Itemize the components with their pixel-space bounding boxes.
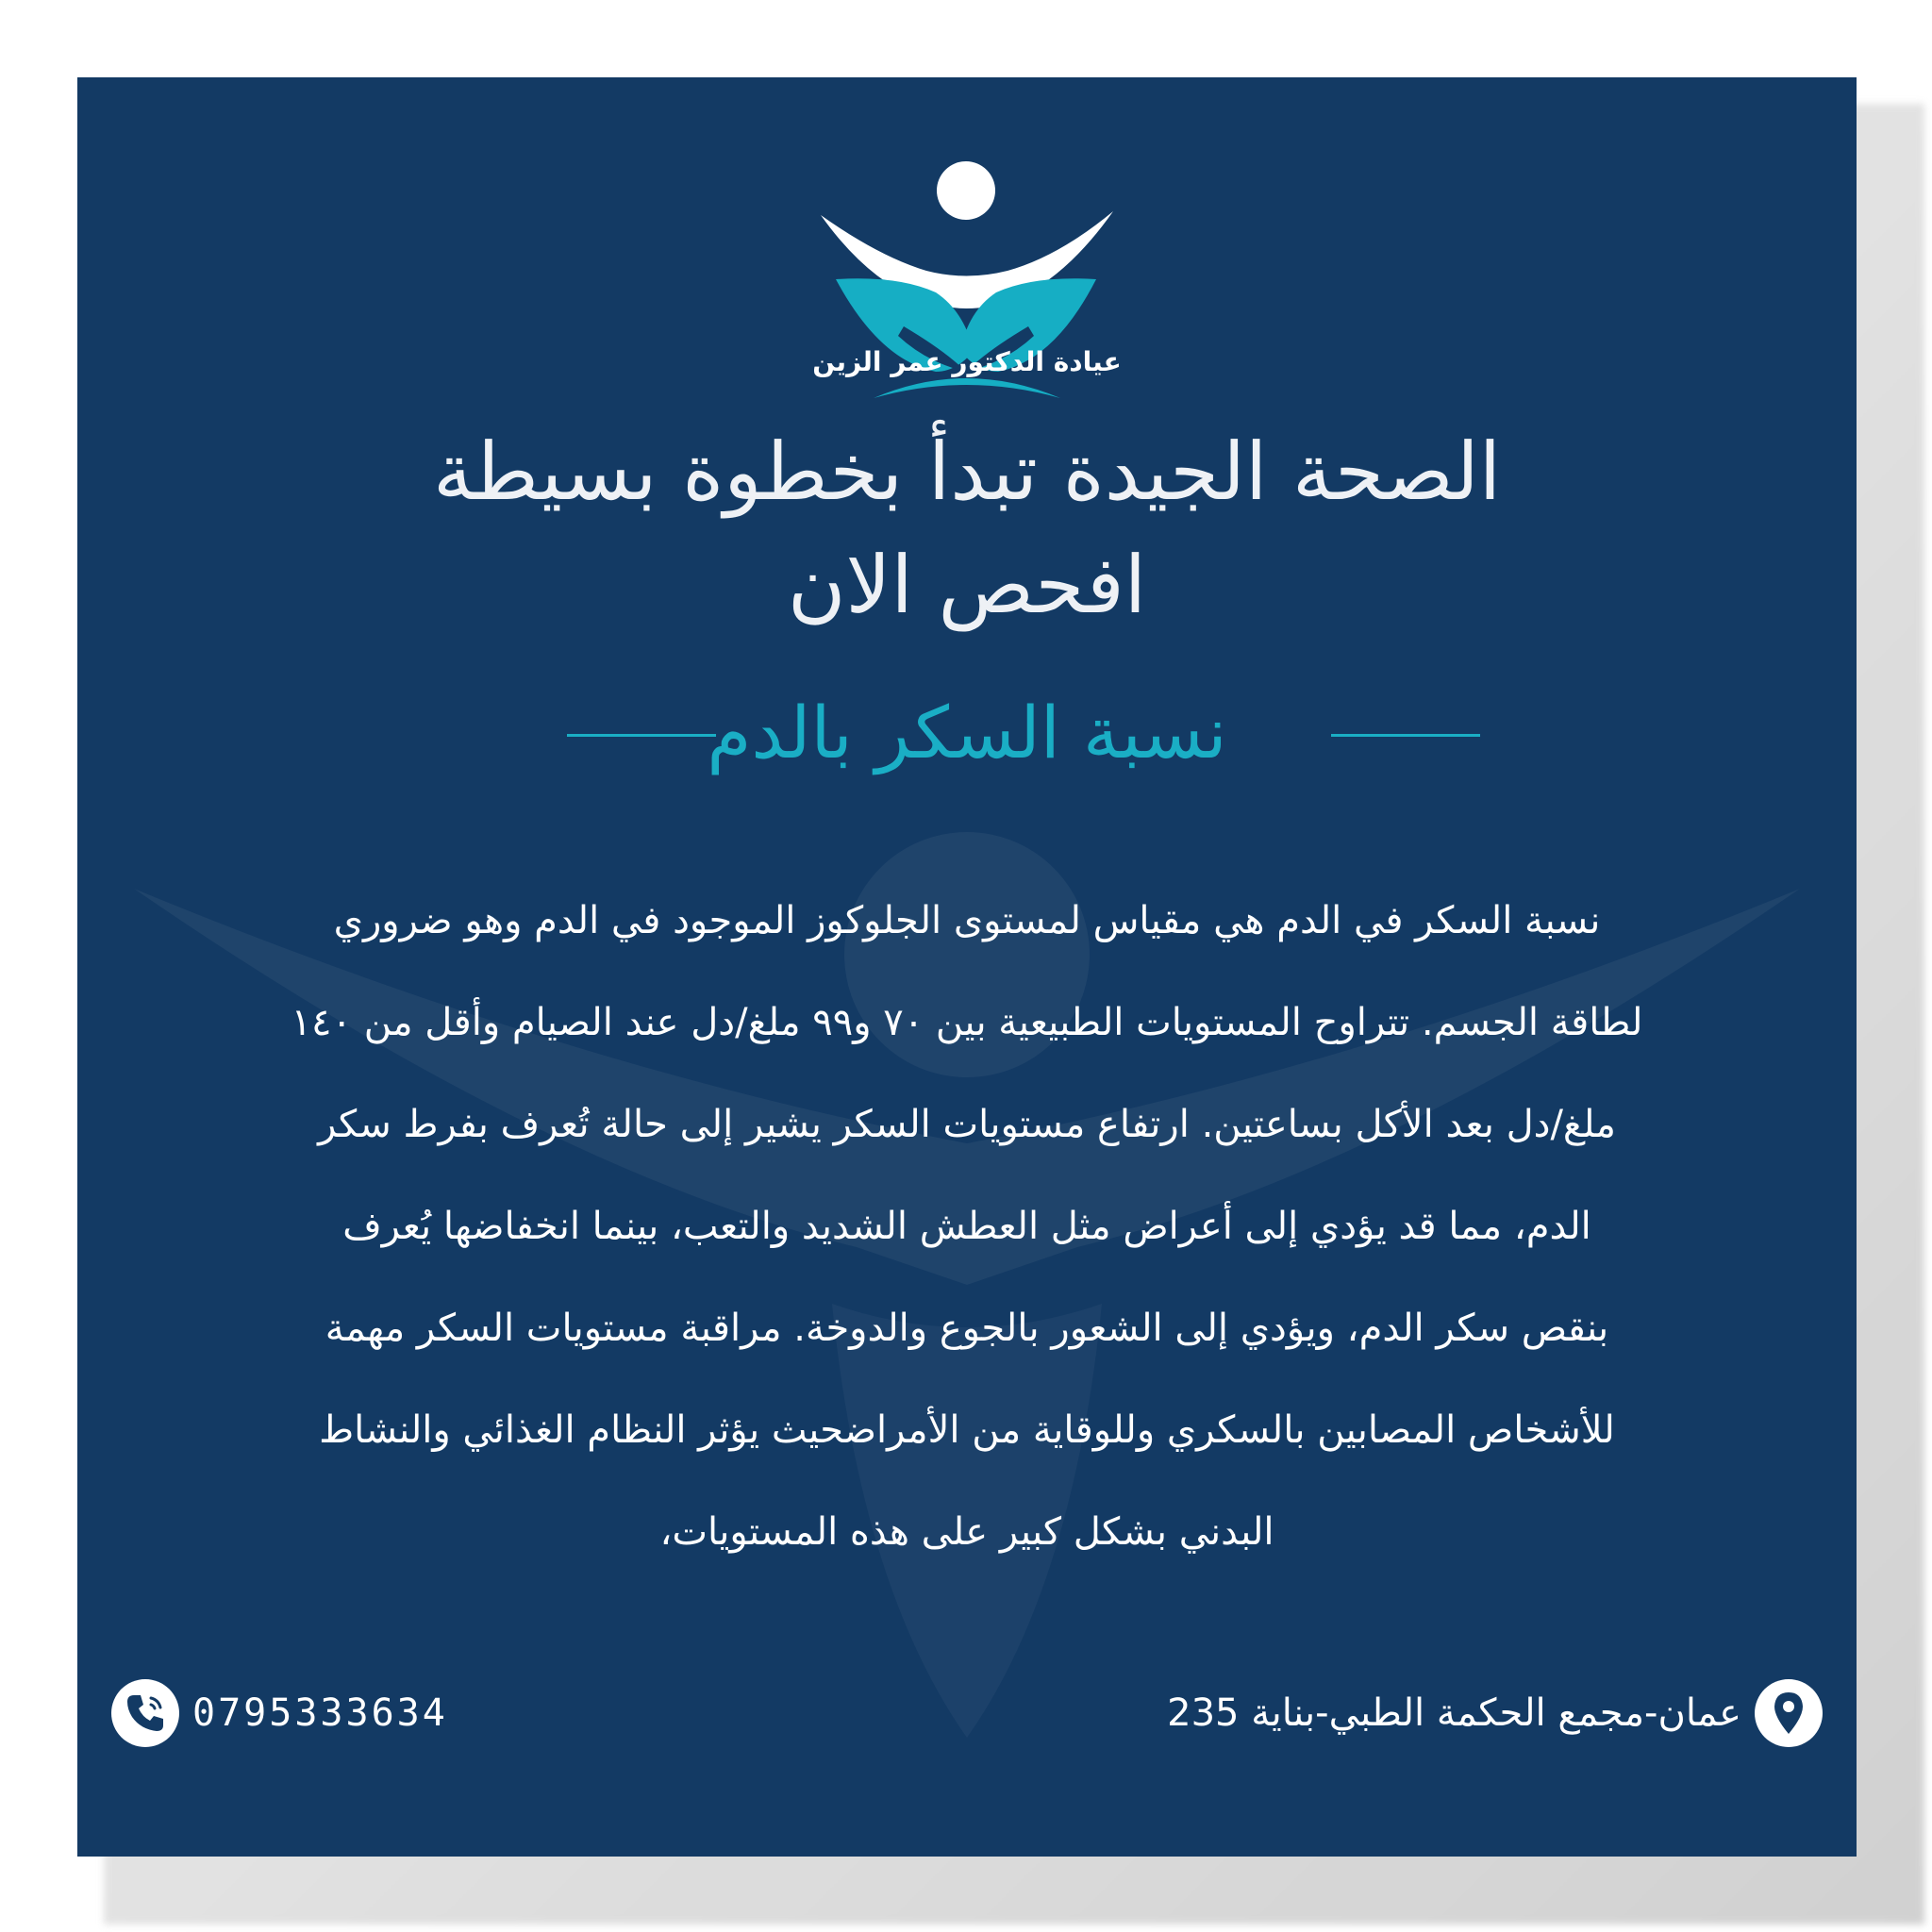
phone-number[interactable]: 0795333634 bbox=[192, 1691, 448, 1735]
body-line: نسبة السكر في الدم هي مقياس لمستوى الجلوكوز الموجود في الدم وهو ضروري bbox=[333, 899, 1601, 942]
headline-line-2: افحص الان bbox=[787, 539, 1147, 631]
headline-line-1: الصحة الجيدة تبدأ بخطوة بسيطة bbox=[432, 425, 1502, 518]
logo-swoosh bbox=[874, 378, 1060, 398]
body-line: ملغ/دل بعد الأكل بساعتين. ارتفاع مستويات السكر يشير إلى حالة تُعرف بفرط سكر bbox=[318, 1103, 1616, 1146]
body-line: للأشخاص المصابين بالسكري وللوقاية من الأمراضحيث يؤثر النظام الغذائي والنشاط bbox=[319, 1408, 1615, 1452]
footer bbox=[77, 1672, 1857, 1766]
location-pin-icon bbox=[1755, 1679, 1823, 1747]
body-line: بنقص سكر الدم، ويؤدي إلى الشعور بالجوع والدوخة. مراقبة مستويات السكر مهمة bbox=[325, 1307, 1609, 1350]
phone-icon[interactable] bbox=[111, 1679, 179, 1747]
subtitle: نسبة السكر بالدم bbox=[707, 691, 1227, 774]
body-line: الدم، مما قد يؤدي إلى أعراض مثل العطش الشديد والتعب، بينما انخفاضها يُعرف bbox=[342, 1205, 1591, 1248]
subtitle-rule-right bbox=[1331, 734, 1480, 737]
subtitle-row bbox=[212, 681, 1722, 785]
body-paragraph bbox=[153, 870, 1781, 1583]
clinic-logo bbox=[813, 125, 1124, 426]
address: عمان-مجمع الحكمة الطبي-بناية 235 bbox=[1167, 1691, 1741, 1735]
logo-head bbox=[937, 161, 995, 220]
body-line: البدني بشكل كبير على هذه المستويات، bbox=[659, 1510, 1274, 1554]
flyer-card bbox=[77, 77, 1857, 1857]
clinic-name: عيادة الدكتور عمر الزين bbox=[812, 346, 1122, 377]
body-line: لطاقة الجسم. تتراوح المستويات الطبيعية بين ٧٠ و٩٩ ملغ/دل عند الصيام وأقل من ١٤٠ bbox=[291, 1001, 1643, 1044]
